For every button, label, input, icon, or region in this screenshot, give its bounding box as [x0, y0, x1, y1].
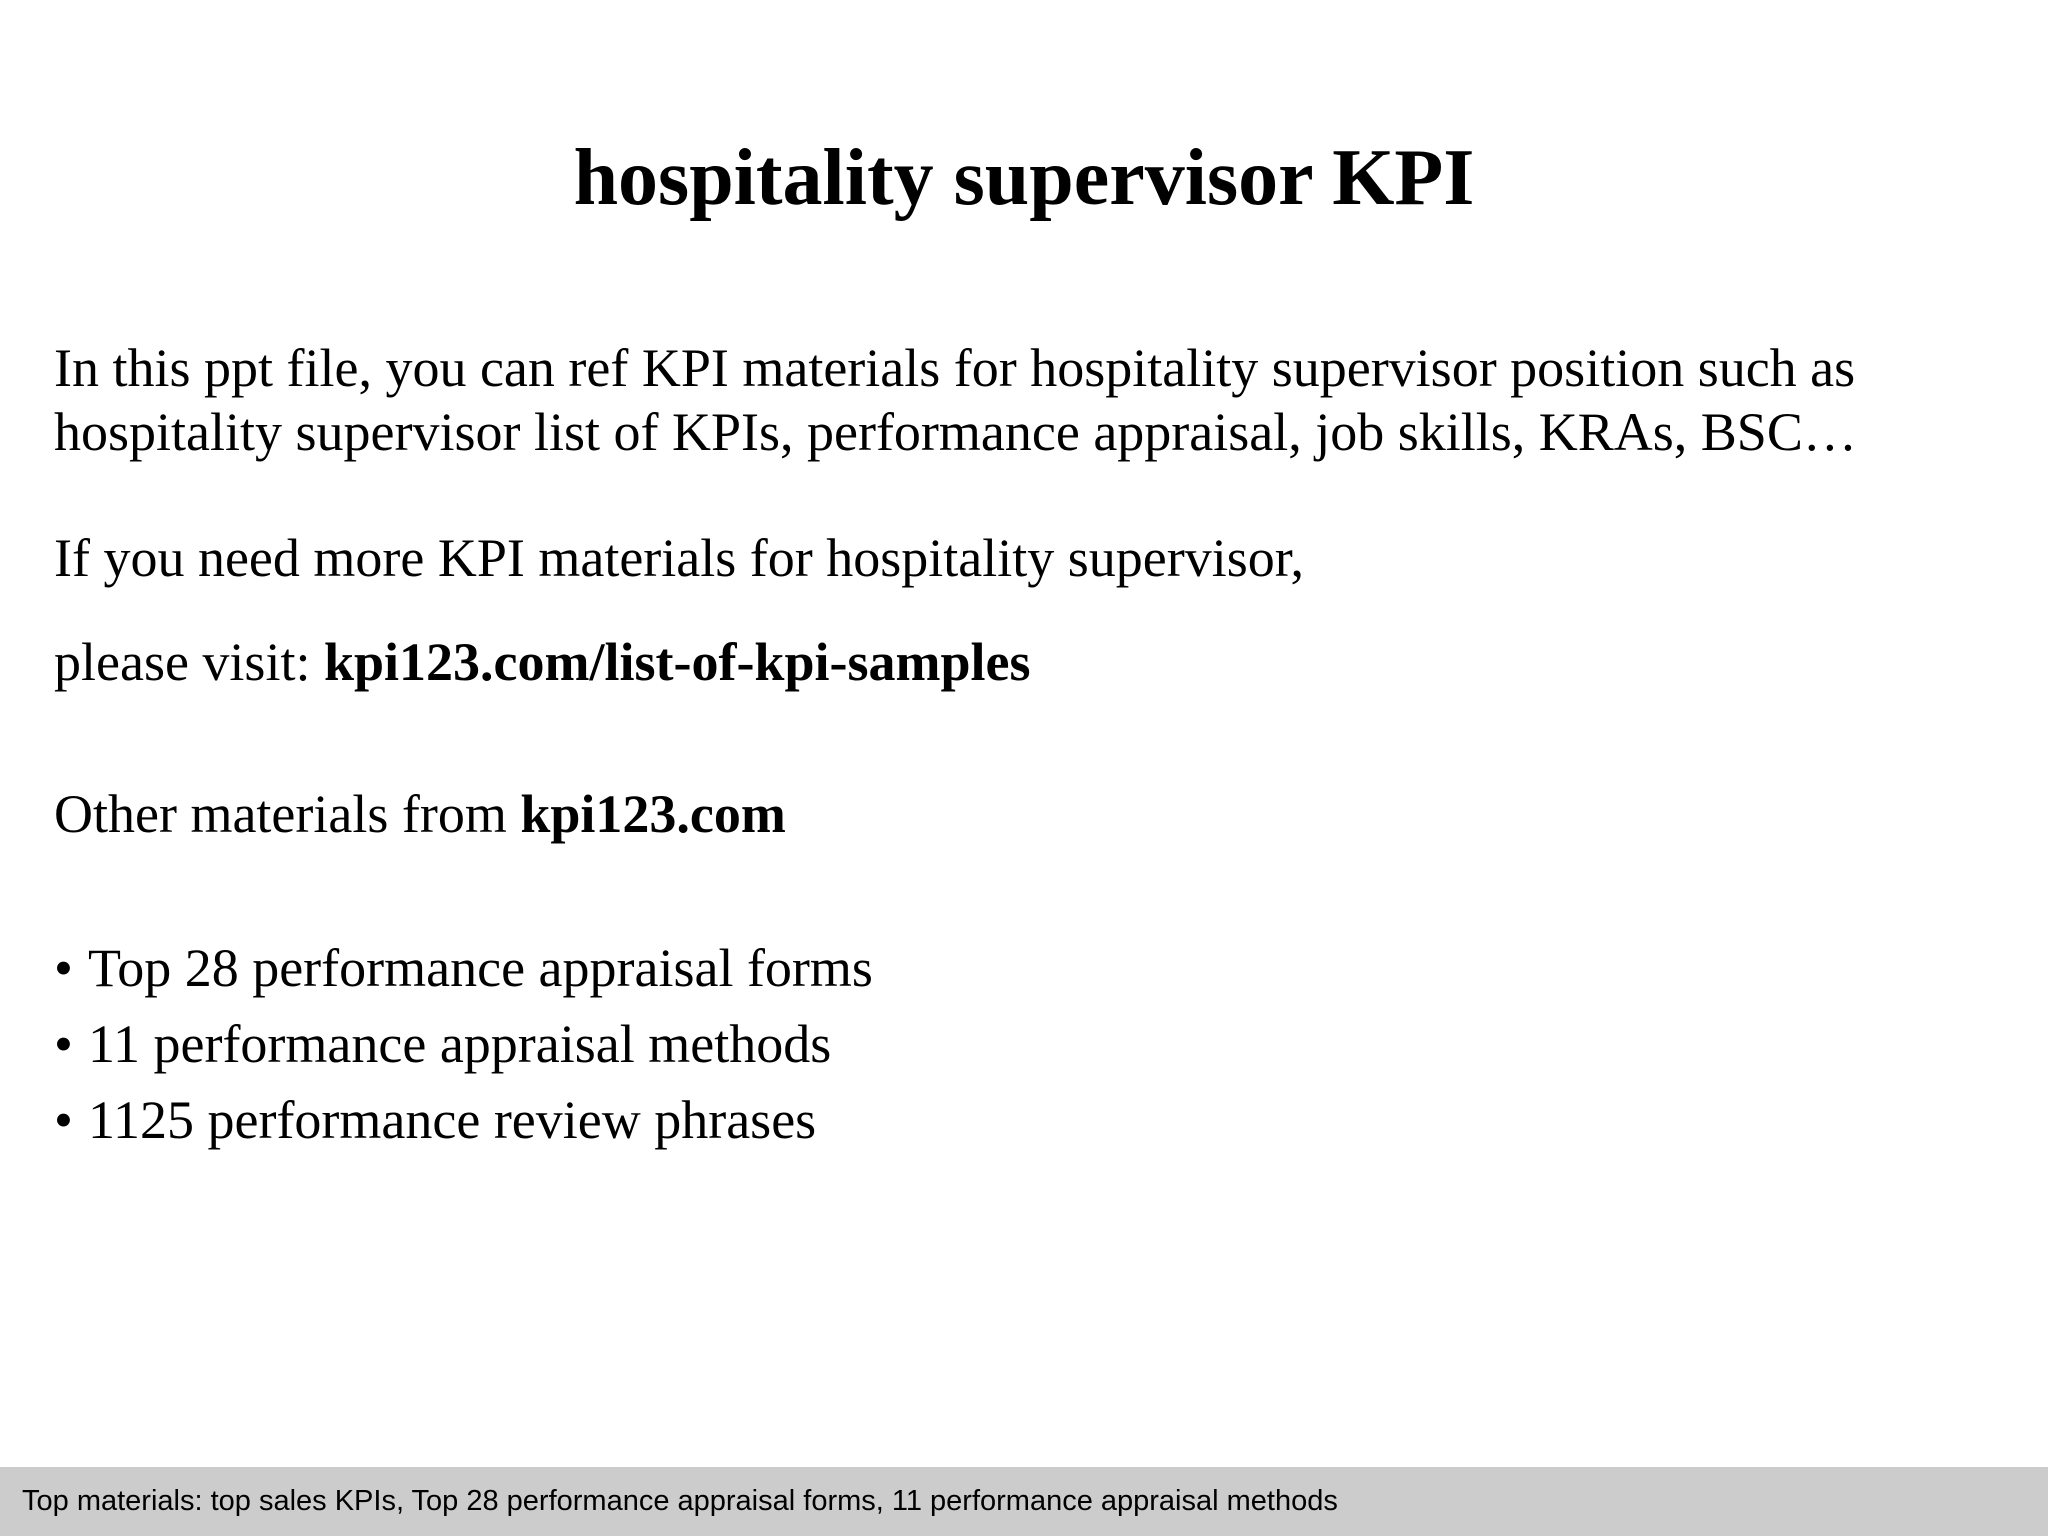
materials-list: [54, 930, 873, 1158]
intro-paragraph: In this ppt file, you can ref KPI materials for hospitality supervisor position such as hospitality supervisor list of KPIs, performance appraisal, job skills, KRAs, BSC…: [54, 338, 1857, 462]
other-materials-prefix: Other materials from: [54, 784, 521, 844]
bullet-icon: •: [54, 1014, 73, 1074]
slide-title: hospitality supervisor KPI: [573, 134, 1475, 222]
bullet-icon: •: [54, 1090, 73, 1150]
bullet-icon: •: [54, 938, 73, 998]
list-item: [54, 1006, 873, 1082]
visit-prefix: please visit:: [54, 632, 324, 692]
list-item-text: 11 performance appraisal methods: [88, 1014, 832, 1074]
footer-text: Top materials: top sales KPIs, Top 28 performance appraisal forms, 11 performance appraisal methods: [22, 1485, 1338, 1517]
list-item: [54, 930, 873, 1006]
list-item-text: Top 28 performance appraisal forms: [88, 938, 873, 998]
kpi-samples-link[interactable]: kpi123.com/list-of-kpi-samples: [323, 632, 1031, 692]
list-item: [54, 1082, 873, 1158]
visit-line: [54, 630, 2014, 694]
other-materials-line: [54, 782, 2014, 846]
kpi123-link[interactable]: kpi123.com: [520, 784, 786, 844]
more-materials-text: If you need more KPI materials for hospitality supervisor,: [54, 528, 1305, 588]
footer-bar: [0, 1467, 2048, 1536]
list-item-text: 1125 performance review phrases: [88, 1090, 817, 1150]
